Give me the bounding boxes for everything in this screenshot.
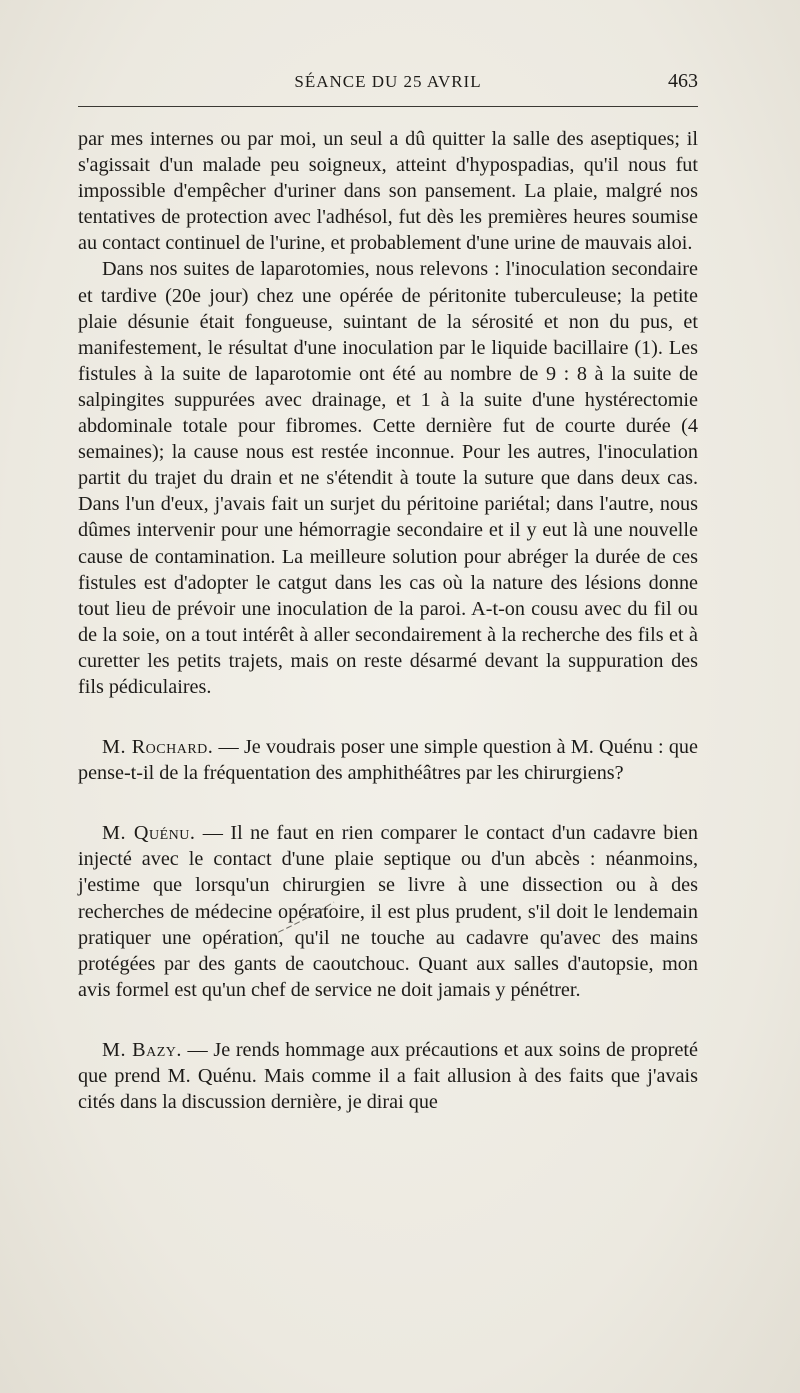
paragraph-continuation: par mes internes ou par moi, un seul a dû quitter la salle des aseptiques; il s'agissait d'un malade peu soigneux, atteint d'hypospadias, qu'il nous fut impossible d'empêcher d'uriner dans son pansement. La plaie, malgré nos tentatives de protection avec l'adhésol, fut dès les premières heures soumise au contact continuel de l'urine, et probablement d'une urine de mauvais aloi. — [78, 128, 698, 255]
speaker-name: M. Rochard. — [102, 736, 214, 759]
speech-rochard — [78, 734, 698, 786]
speech-text: — Je rends hommage aux précautions et aux soins de propreté que prend M. Quénu. Mais comme il a fait allusion à des faits que j'avais cités dans la discussion dernière, je dirai que — [78, 1038, 698, 1114]
body-text — [78, 126, 698, 1115]
speaker-name: M. Bazy. — [102, 1038, 182, 1061]
speech-text: — Je voudrais poser une simple question à M. Quénu : que pense-t-il de la fréquentation des amphithéâtres par les chirurgiens? — [78, 736, 698, 785]
header-rule — [78, 106, 698, 107]
speech-bazy — [78, 1037, 698, 1115]
paragraph-laparotomies: Dans nos suites de laparotomies, nous relevons : l'inoculation secondaire et tardive (20e jour) chez une opérée de péritonite tuberculeuse; la petite plaie désunie était fongueuse, suintant de la sérosité et non du pus, et manifestement, le résultat d'une inoculation par le liquide bacillaire (1). Les fistules à la suite de laparotomie ont été au nombre de 9 : 8 à la suite de salpingites suppurées avec drainage, et 1 à la suite d'une hystérectomie abdominale totale pour fibromes. Cette dernière fut de courte durée (4 semaines); la cause nous est restée inconnue. Pour les autres, l'inoculation partit du trajet du drain et ne s'étendit à toute la suture que dans deux cas. Dans l'un d'eux, j'avais fait un surjet du péritoine pariétal; dans l'autre, nous dûmes intervenir pour une hémorragie secondaire et il y eut là une nouvelle cause de contamination. La meilleure solution pour abréger la durée de ces fistules est d'adopter le catgut dans les cas où la nature des lésions donne tout lieu de prévoir une inoculation de la paroi. A-t-on cousu avec du fil ou de la soie, on a tout intérêt à aller secondairement à la recherche des fils et à curetter les petits trajets, mais on reste désarmé devant la suppuration des fils pédiculaires. — [78, 258, 698, 698]
running-head: SÉANCE DU 25 AVRIL — [294, 72, 482, 91]
speech-quenu — [78, 820, 698, 1003]
speaker-name: M. Quénu. — [102, 822, 196, 845]
page-number: 463 — [668, 70, 698, 92]
speech-text: — Il ne faut en rien comparer le contact d'un cadavre bien injecté avec le contact d'une plaie septique ou d'un abcès : néanmoins, j'estime que lorsqu'un chirurgien se livre à une dissection ou à des recherches de médecine opératoire, il est plus prudent, s'il doit le lendemain pratiquer une opération, qu'il ne touche au cadavre qu'avec des mains protégées par des gants de caoutchouc. Quant aux salles d'autopsie, mon avis formel est qu'un chef de service ne doit jamais y pénétrer. — [78, 822, 698, 1001]
page-header — [78, 66, 698, 98]
pencil-mark — [262, 896, 342, 942]
